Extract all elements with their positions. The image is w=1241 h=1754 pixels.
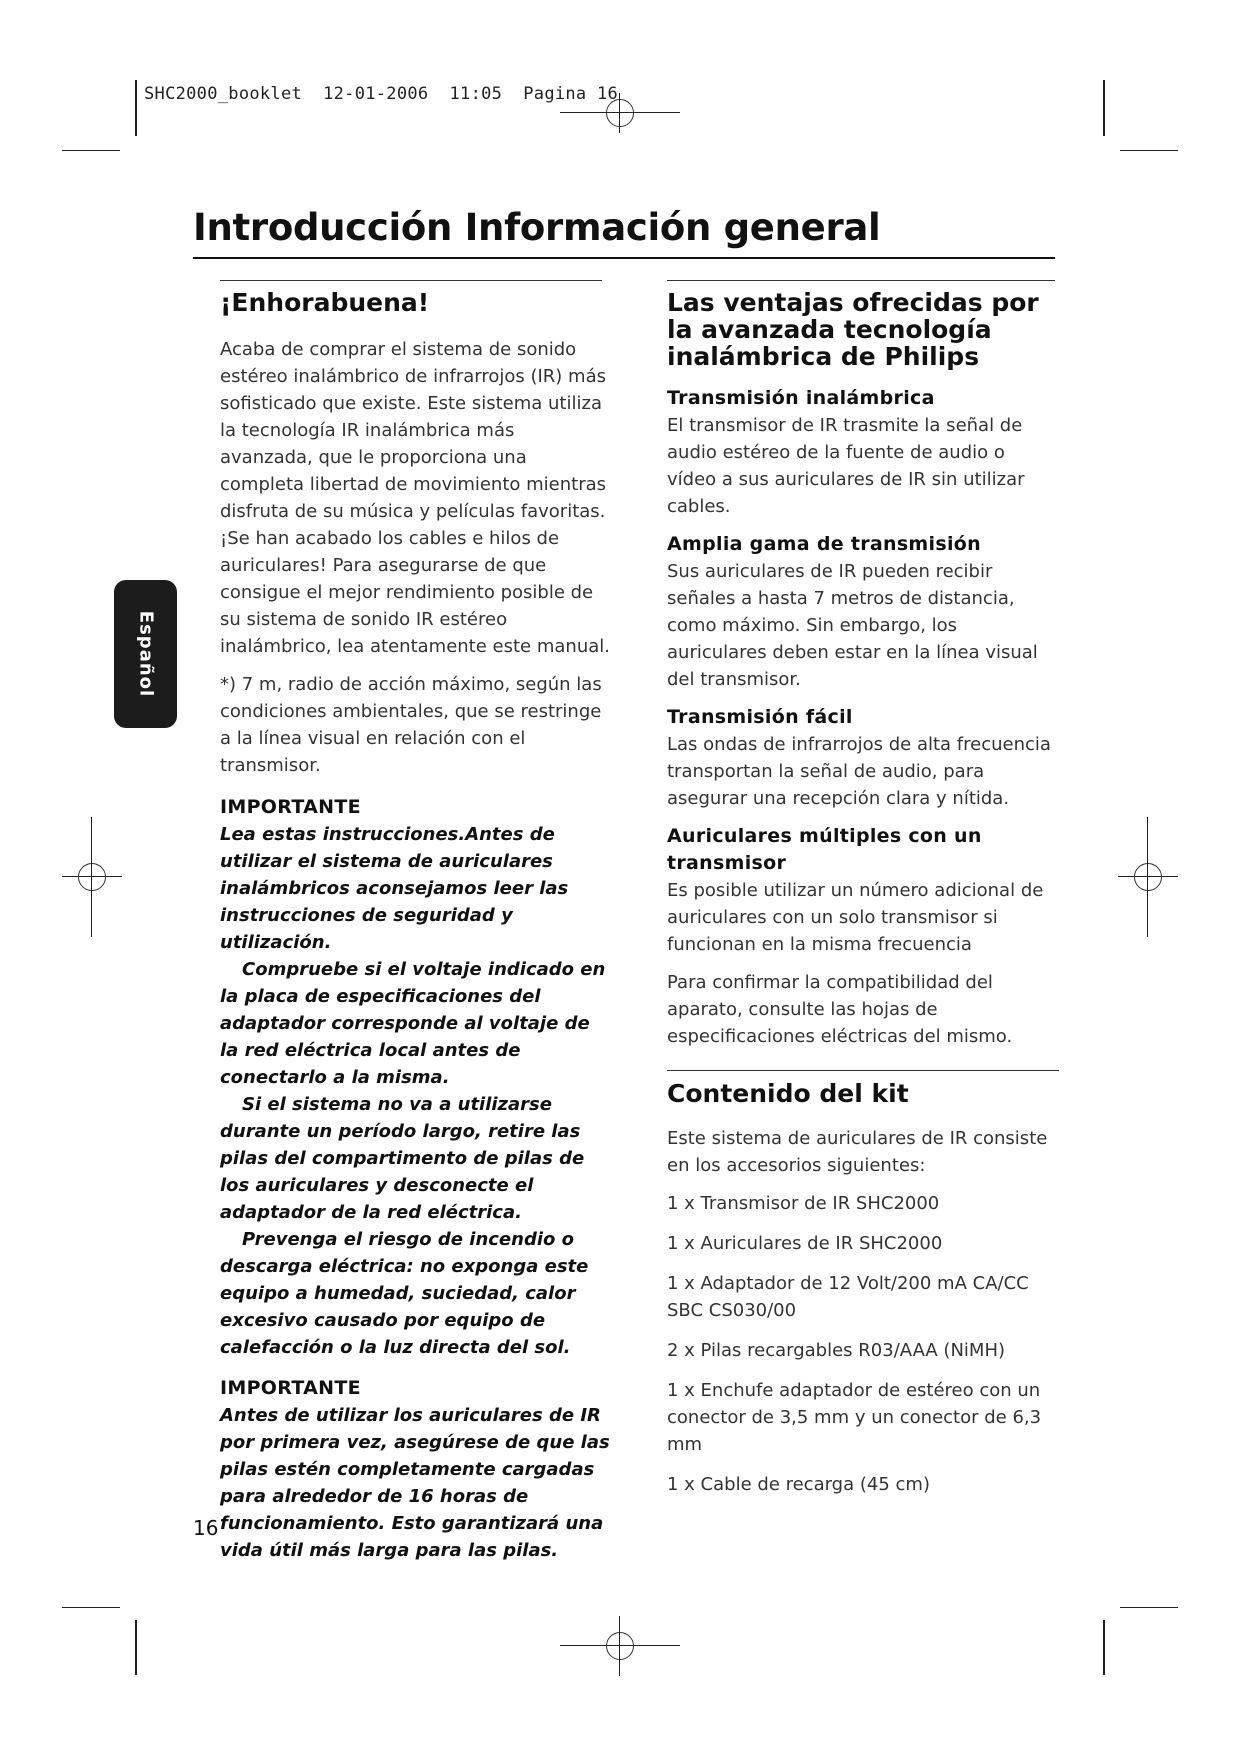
important-text-2: Antes de utilizar los auriculares de IR por primera vez, asegúrese de que las pilas estén completamente cargadas para alrededor de 16 horas de funcionamiento. Esto garantizará una vida útil más larga para las pilas. [220,1405,610,1561]
registration-mark-left [72,857,112,897]
feature-title: Transmisión fácil [667,706,853,728]
feature-text: Es posible utilizar un número adicional de auriculares con un solo transmisor si funcionan en la misma frecuencia [667,880,1044,955]
important-text: Compruebe si el voltaje indicado en la placa de especificaciones del adaptador corresponde al voltaje de la red eléctrica local antes de conectarlo a la misma. [220,959,606,1088]
page-number: 16 [193,1516,219,1540]
kit-intro: Este sistema de auriculares de IR consiste en los accesorios siguientes: [667,1128,1048,1176]
right-column-rule [667,280,1055,281]
right-column [667,287,1059,1498]
footnote-paragraph: *) 7 m, radio de acción máximo, según las condiciones ambientales, que se restringe a la línea visual en relación con el transmisor. [220,674,602,776]
page-title: Introducción Información general [193,206,881,249]
crop-mark [1103,80,1105,136]
kit-heading: Contenido del kit [667,1079,909,1108]
registration-mark-right [1128,857,1168,897]
left-column-rule [220,280,602,281]
kit-item: 1 x Cable de recarga (45 cm) [667,1474,930,1495]
important-label: IMPORTANTE [220,796,361,818]
title-rule [193,257,1055,259]
registration-mark-bottom [600,1626,640,1666]
crop-mark [1120,1607,1178,1608]
important-text: Prevenga el riesgo de incendio o descarga eléctrica: no exponga este equipo a humedad, suciedad, calor excesivo causado por equipo de calefacción o la luz directa del sol. [220,1229,589,1358]
language-tab [114,580,177,728]
crop-mark [62,150,120,151]
important-text: Lea estas instrucciones.Antes de utilizar el sistema de auriculares inalámbricos aconsejamos leer las instrucciones de seguridad y utilización. [220,824,569,953]
feature-text: Sus auriculares de IR pueden recibir señales a hasta 7 metros de distancia, como máximo. Sin embargo, los auriculares deben estar en la línea visual del transmisor. [667,561,1038,690]
congrats-heading: ¡Enhorabuena! [220,288,430,317]
crop-mark [1120,150,1178,151]
left-column [220,287,612,1564]
compatibility-note: Para confirmar la compatibilidad del aparato, consulte las hojas de especificaciones eléctricas del mismo. [667,972,1013,1047]
crop-mark [62,1607,120,1608]
crop-mark [135,80,137,136]
feature-title: Auriculares múltiples con un transmisor [667,825,982,874]
feature-text: El transmisor de IR trasmite la señal de audio estéreo de la fuente de audio o vídeo a sus auriculares de IR sin utilizar cables. [667,415,1025,517]
printer-slug: SHC2000_booklet 12-01-2006 11:05 Pagina 16 [144,84,619,104]
kit-item: 1 x Adaptador de 12 Volt/200 mA CA/CC SBC CS030/00 [667,1273,1029,1321]
crop-mark [135,1620,137,1675]
intro-paragraph: Acaba de comprar el sistema de sonido estéreo inalámbrico de infrarrojos (IR) más sofisticado que existe. Este sistema utiliza la tecnología IR inalámbrica más avanzada, que le proporciona una completa libertad de movimiento mientras disfruta de su música y películas favoritas. ¡Se han acabado los cables e hilos de auriculares! Para asegurarse de que consigue el mejor rendimiento posible de su sistema de sonido IR estéreo inalámbrico, lea atentamente este manual. [220,339,610,657]
feature-title: Transmisión inalámbrica [667,387,935,409]
kit-item: 1 x Transmisor de IR SHC2000 [667,1193,940,1214]
important-text: Si el sistema no va a utilizarse durante un período largo, retire las pilas del compartimento de pilas de los auriculares y desconecte el adaptador de la red eléctrica. [220,1094,585,1223]
kit-item: 2 x Pilas recargables R03/AAA (NiMH) [667,1340,1006,1361]
language-tab-label: Español [135,610,156,698]
important-label-2: IMPORTANTE [220,1377,361,1399]
kit-item: 1 x Auriculares de IR SHC2000 [667,1233,943,1254]
crop-mark [1103,1620,1105,1675]
kit-rule [667,1070,1059,1071]
feature-title: Amplia gama de transmisión [667,533,981,555]
kit-item: 1 x Enchufe adaptador de estéreo con un conector de 3,5 mm y un conector de 6,3 mm [667,1380,1042,1455]
feature-text: Las ondas de infrarrojos de alta frecuencia transportan la señal de audio, para asegurar una recepción clara y nítida. [667,734,1051,809]
advantages-heading: Las ventajas ofrecidas por la avanzada tecnología inalámbrica de Philips [667,288,1039,371]
